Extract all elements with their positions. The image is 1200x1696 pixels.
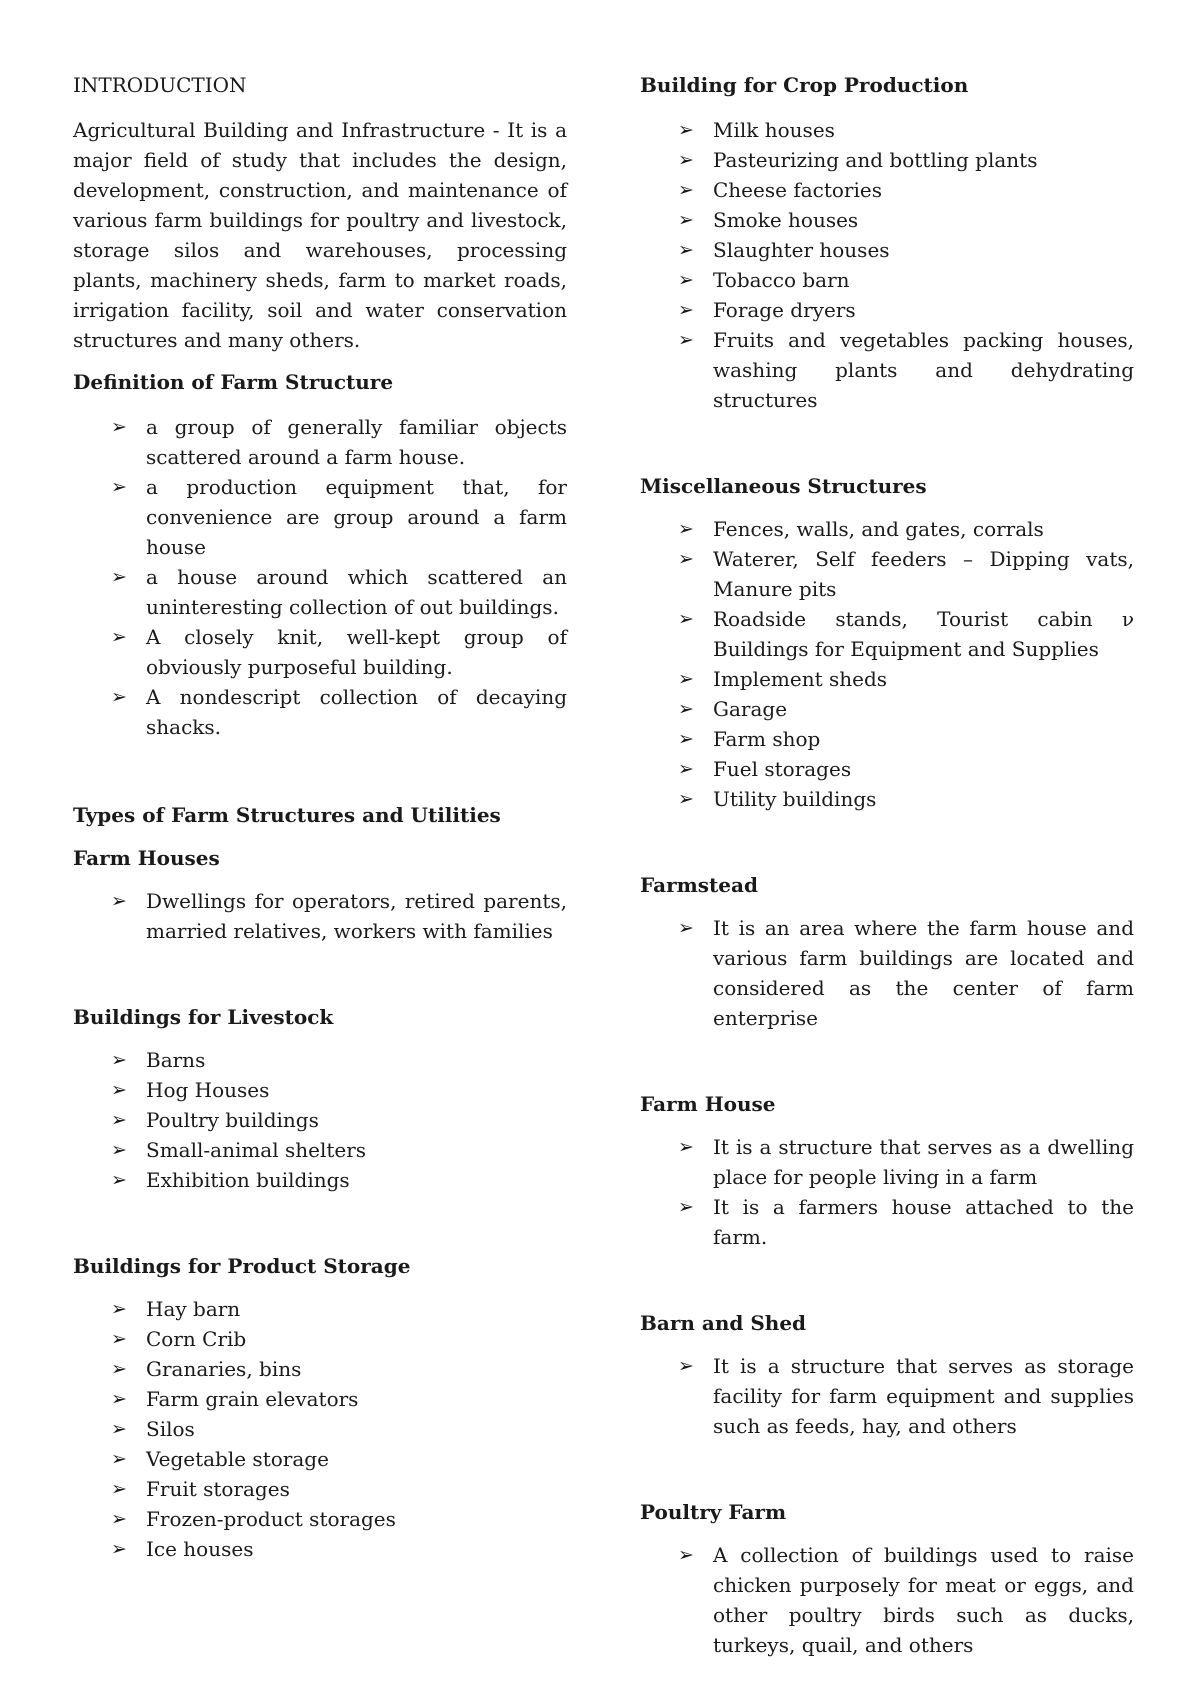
list-item	[73, 1135, 567, 1165]
list-item-text: Farm shop	[713, 727, 821, 751]
storage-heading: Buildings for Product Storage	[73, 1254, 411, 1278]
farm-houses-heading: Farm Houses	[73, 846, 220, 870]
arrowhead-bullet-icon: ➢	[111, 1478, 127, 1500]
list-item	[73, 1354, 567, 1384]
list-item	[73, 1504, 567, 1534]
left-column	[73, 70, 567, 1564]
intro-heading: INTRODUCTION	[73, 73, 247, 97]
list-item	[640, 544, 1134, 604]
list-item	[640, 1351, 1134, 1441]
list-item	[73, 1075, 567, 1105]
arrowhead-bullet-icon: ➢	[678, 269, 694, 291]
list-item	[640, 784, 1134, 814]
crop-heading: Building for Crop Production	[640, 73, 969, 97]
arrowhead-bullet-icon: ➢	[678, 299, 694, 321]
arrowhead-bullet-icon: ➢	[111, 1508, 127, 1530]
arrowhead-bullet-icon: ➢	[111, 1298, 127, 1320]
list-item-text: Pasteurizing and bottling plants	[713, 148, 1038, 172]
arrowhead-bullet-icon: ➢	[111, 1388, 127, 1410]
list-item-text: A closely knit, well-kept group of obviously purposeful building.	[146, 625, 567, 679]
list-item	[640, 265, 1134, 295]
list-item	[73, 1474, 567, 1504]
list-item-text: Utility buildings	[713, 787, 877, 811]
list-item	[640, 325, 1134, 415]
list-item-text: It is an area where the farm house and various farm buildings are located and considered as the center of farm enterprise	[713, 916, 1134, 1030]
list-item	[640, 1540, 1134, 1660]
list-item	[640, 235, 1134, 265]
misc-list	[640, 514, 1134, 814]
list-item-text: Hog Houses	[146, 1078, 270, 1102]
list-item	[73, 412, 567, 472]
list-item	[640, 115, 1134, 145]
list-item	[73, 1165, 567, 1195]
list-item	[640, 664, 1134, 694]
arrowhead-bullet-icon: ➢	[111, 1538, 127, 1560]
list-item-text: a production equipment that, for convenience are group around a farm house	[146, 475, 567, 559]
arrowhead-bullet-icon: ➢	[678, 209, 694, 231]
list-item	[640, 1132, 1134, 1192]
arrowhead-bullet-icon: ➢	[678, 149, 694, 171]
arrowhead-bullet-icon: ➢	[111, 890, 127, 912]
poultry-heading: Poultry Farm	[640, 1500, 787, 1524]
storage-list	[73, 1294, 567, 1564]
list-item	[73, 622, 567, 682]
list-item-text: a group of generally familiar objects scattered around a farm house.	[146, 415, 567, 469]
arrowhead-bullet-icon: ➢	[111, 476, 127, 498]
arrowhead-bullet-icon: ➢	[111, 1049, 127, 1071]
list-item-text: Cheese factories	[713, 178, 882, 202]
list-item	[640, 604, 1134, 664]
definition-heading: Definition of Farm Structure	[73, 370, 394, 394]
list-item	[73, 1294, 567, 1324]
arrowhead-bullet-icon: ➢	[678, 179, 694, 201]
farm-houses-list	[73, 886, 567, 946]
list-item-text: It is a farmers house attached to the farm.	[713, 1195, 1134, 1249]
arrowhead-bullet-icon: ➢	[678, 728, 694, 750]
poultry-list	[640, 1540, 1134, 1660]
list-item-text: Small-animal shelters	[146, 1138, 367, 1162]
list-item	[640, 175, 1134, 205]
barn-shed-list	[640, 1351, 1134, 1441]
arrowhead-bullet-icon: ➢	[678, 758, 694, 780]
list-item-text: Milk houses	[713, 118, 835, 142]
list-item	[73, 1384, 567, 1414]
right-column	[640, 70, 1134, 1660]
barn-shed-heading: Barn and Shed	[640, 1311, 807, 1335]
list-item-text: It is a structure that serves as storage facility for farm equipment and supplies such as feeds, hay, and others	[713, 1354, 1134, 1438]
crop-list	[640, 115, 1134, 415]
arrowhead-bullet-icon: ➢	[678, 788, 694, 810]
arrowhead-bullet-icon: ➢	[678, 119, 694, 141]
list-item	[73, 1444, 567, 1474]
list-item	[73, 682, 567, 742]
list-item-text: Corn Crib	[146, 1327, 247, 1351]
list-item-text: A nondescript collection of decaying shacks.	[146, 685, 567, 739]
list-item-text: Roadside stands, Tourist cabin ν Buildings for Equipment and Supplies	[713, 607, 1134, 661]
arrowhead-bullet-icon: ➢	[111, 416, 127, 438]
misc-heading: Miscellaneous Structures	[640, 474, 927, 498]
list-item	[640, 694, 1134, 724]
list-item-text: Garage	[713, 697, 788, 721]
list-item	[640, 754, 1134, 784]
arrowhead-bullet-icon: ➢	[678, 668, 694, 690]
list-item	[73, 472, 567, 562]
list-item-text: It is a structure that serves as a dwelling place for people living in a farm	[713, 1135, 1134, 1189]
list-item-text: Poultry buildings	[146, 1108, 319, 1132]
arrowhead-bullet-icon: ➢	[111, 1079, 127, 1101]
list-item	[73, 1534, 567, 1564]
list-item-text: Barns	[146, 1048, 206, 1072]
farm-house-list	[640, 1132, 1134, 1252]
list-item	[640, 205, 1134, 235]
arrowhead-bullet-icon: ➢	[678, 1355, 694, 1377]
list-item-text: Fences, walls, and gates, corrals	[713, 517, 1044, 541]
list-item	[73, 1414, 567, 1444]
farm-house-heading: Farm House	[640, 1092, 776, 1116]
arrowhead-bullet-icon: ➢	[678, 518, 694, 540]
list-item-text: Frozen-product storages	[146, 1507, 396, 1531]
arrowhead-bullet-icon: ➢	[111, 1109, 127, 1131]
list-item-text: Slaughter houses	[713, 238, 890, 262]
list-item-text: Tobacco barn	[713, 268, 850, 292]
list-item	[640, 913, 1134, 1033]
list-item-text: Waterer, Self feeders – Dipping vats, Manure pits	[713, 547, 1134, 601]
types-heading: Types of Farm Structures and Utilities	[73, 803, 501, 827]
list-item-text: Forage dryers	[713, 298, 856, 322]
arrowhead-bullet-icon: ➢	[678, 239, 694, 261]
list-item-text: a house around which scattered an uninteresting collection of out buildings.	[146, 565, 567, 619]
list-item	[640, 145, 1134, 175]
arrowhead-bullet-icon: ➢	[678, 1196, 694, 1218]
list-item	[640, 1192, 1134, 1252]
list-item	[640, 514, 1134, 544]
arrowhead-bullet-icon: ➢	[111, 1448, 127, 1470]
farmstead-heading: Farmstead	[640, 873, 758, 897]
livestock-heading: Buildings for Livestock	[73, 1005, 334, 1029]
list-item-text: Fruits and vegetables packing houses, washing plants and dehydrating structures	[713, 328, 1134, 412]
arrowhead-bullet-icon: ➢	[111, 1328, 127, 1350]
list-item-text: Ice houses	[146, 1537, 254, 1561]
list-item	[73, 1045, 567, 1075]
list-item-text: Granaries, bins	[146, 1357, 302, 1381]
list-item-text: Silos	[146, 1417, 195, 1441]
arrowhead-bullet-icon: ➢	[678, 1544, 694, 1566]
list-item	[73, 562, 567, 622]
list-item	[73, 1105, 567, 1135]
list-item-text: Farm grain elevators	[146, 1387, 359, 1411]
livestock-list	[73, 1045, 567, 1195]
list-item-text: Exhibition buildings	[146, 1168, 350, 1192]
arrowhead-bullet-icon: ➢	[678, 698, 694, 720]
list-item	[73, 1324, 567, 1354]
list-item-text: Fuel storages	[713, 757, 852, 781]
arrowhead-bullet-icon: ➢	[111, 1169, 127, 1191]
list-item	[73, 886, 567, 946]
farmstead-list	[640, 913, 1134, 1033]
arrowhead-bullet-icon: ➢	[678, 1136, 694, 1158]
list-item	[640, 724, 1134, 754]
list-item-text: Hay barn	[146, 1297, 241, 1321]
intro-paragraph: Agricultural Building and Infrastructure - It is a major field of study that includes the design, development, construction, and maintenance of various farm buildings for poultry and livestock, storage silos and warehouses, processing plants, machinery sheds, farm to market roads, irrigation facility, soil and water conservation structures and many others.	[73, 118, 567, 352]
arrowhead-bullet-icon: ➢	[678, 329, 694, 351]
list-item-text: Fruit storages	[146, 1477, 290, 1501]
list-item-text: Vegetable storage	[146, 1447, 329, 1471]
arrowhead-bullet-icon: ➢	[111, 1358, 127, 1380]
arrowhead-bullet-icon: ➢	[678, 608, 694, 630]
list-item-text: Implement sheds	[713, 667, 888, 691]
definition-list	[73, 412, 567, 742]
arrowhead-bullet-icon: ➢	[678, 917, 694, 939]
list-item-text: Smoke houses	[713, 208, 859, 232]
list-item-text: Dwellings for operators, retired parents, married relatives, workers with families	[146, 889, 567, 943]
arrowhead-bullet-icon: ➢	[111, 1418, 127, 1440]
arrowhead-bullet-icon: ➢	[111, 1139, 127, 1161]
arrowhead-bullet-icon: ➢	[111, 566, 127, 588]
list-item-text: A collection of buildings used to raise chicken purposely for meat or eggs, and other poultry birds such as ducks, turkeys, quail, and others	[713, 1543, 1134, 1657]
arrowhead-bullet-icon: ➢	[678, 548, 694, 570]
list-item	[640, 295, 1134, 325]
arrowhead-bullet-icon: ➢	[111, 686, 127, 708]
arrowhead-bullet-icon: ➢	[111, 626, 127, 648]
